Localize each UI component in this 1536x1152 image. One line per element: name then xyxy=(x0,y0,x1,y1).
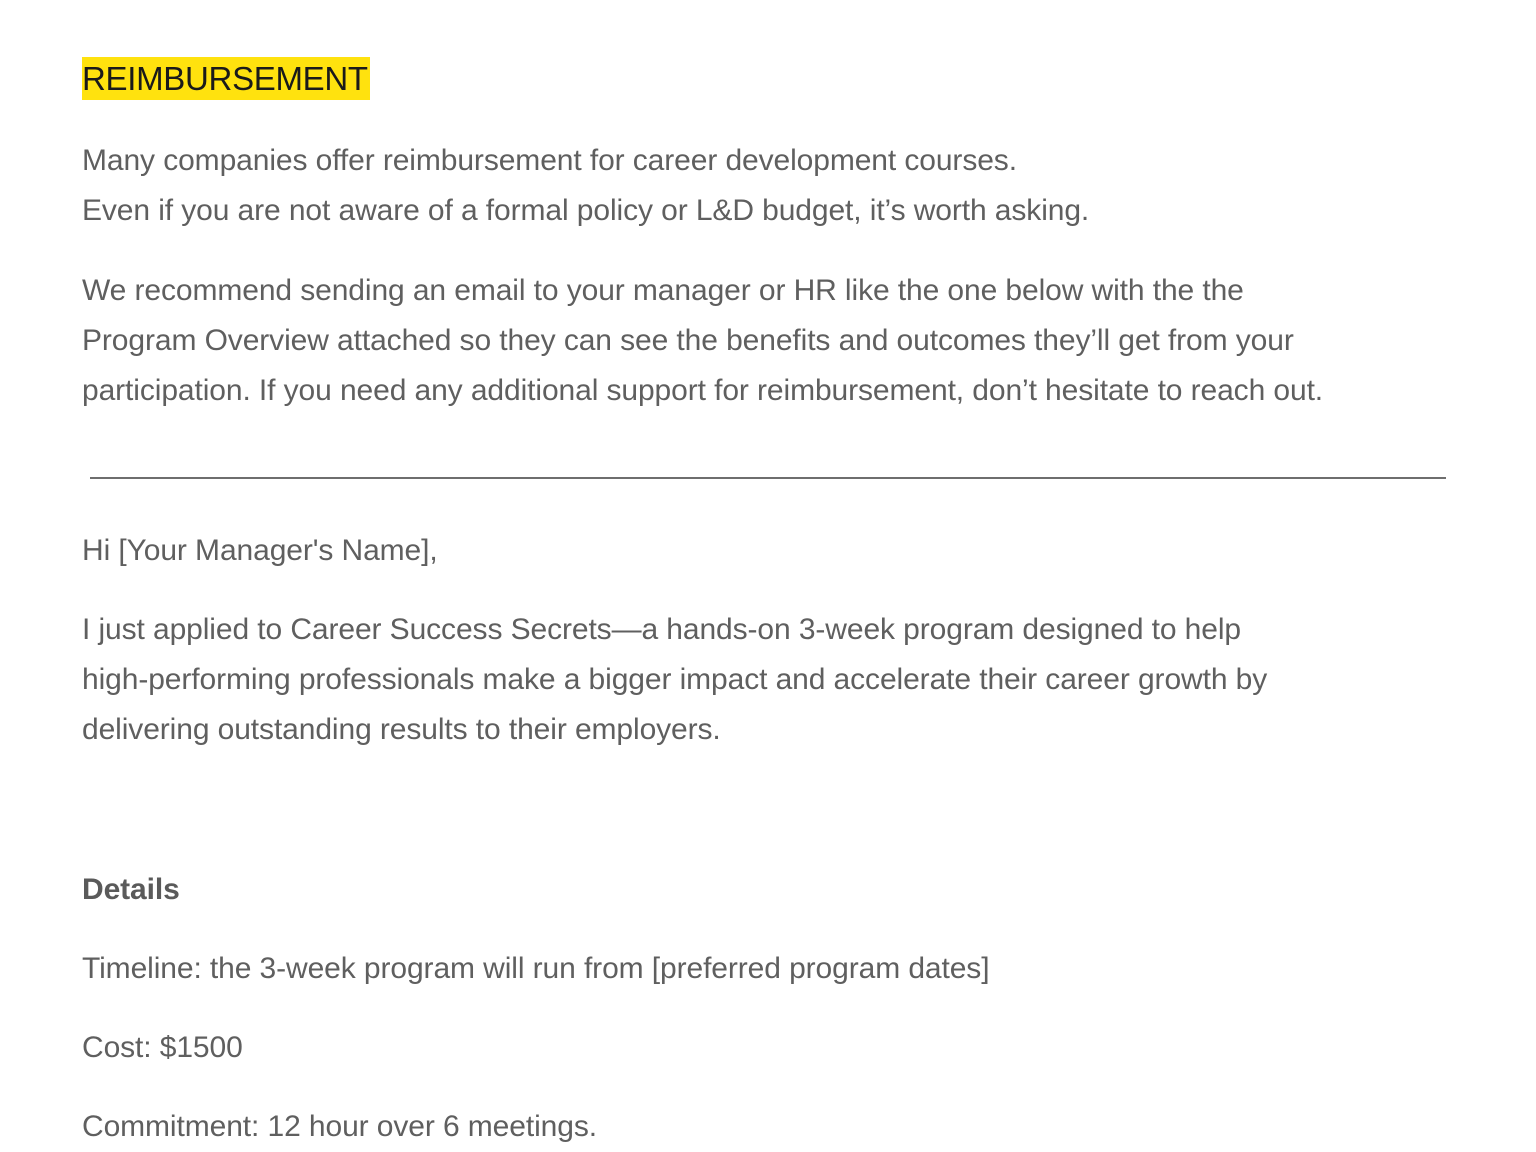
details-commitment: Commitment: 12 hour over 6 meetings. xyxy=(82,1110,597,1143)
details-timeline: Timeline: the 3-week program will run from [preferred program dates] xyxy=(82,952,990,985)
email-body-line-1: I just applied to Career Success Secrets—a hands-on 3-week program designed to help xyxy=(82,613,1242,646)
email-greeting: Hi [Your Manager's Name], xyxy=(82,534,438,567)
intro-paragraph-1-line-1: Many companies offer reimbursement for career development courses. xyxy=(82,144,1017,177)
details-cost: Cost: $1500 xyxy=(82,1031,243,1064)
section-heading: REIMBURSEMENT xyxy=(82,57,370,100)
email-body-line-2: high-performing professionals make a bigger impact and accelerate their career growth by xyxy=(82,663,1268,696)
intro-paragraph-2-line-2: Program Overview attached so they can see the benefits and outcomes they’ll get from your xyxy=(82,324,1294,357)
heading-container xyxy=(82,57,370,100)
details-heading: Details xyxy=(82,873,180,906)
email-body-line-3: delivering outstanding results to their employers. xyxy=(82,713,721,746)
intro-paragraph-2-line-3: participation. If you need any additional support for reimbursement, don’t hesitate to reach out. xyxy=(82,374,1324,407)
horizontal-divider xyxy=(90,477,1446,479)
intro-paragraph-1-line-2: Even if you are not aware of a formal policy or L&D budget, it’s worth asking. xyxy=(82,194,1090,227)
intro-paragraph-2-line-1: We recommend sending an email to your manager or HR like the one below with the the xyxy=(82,274,1244,307)
